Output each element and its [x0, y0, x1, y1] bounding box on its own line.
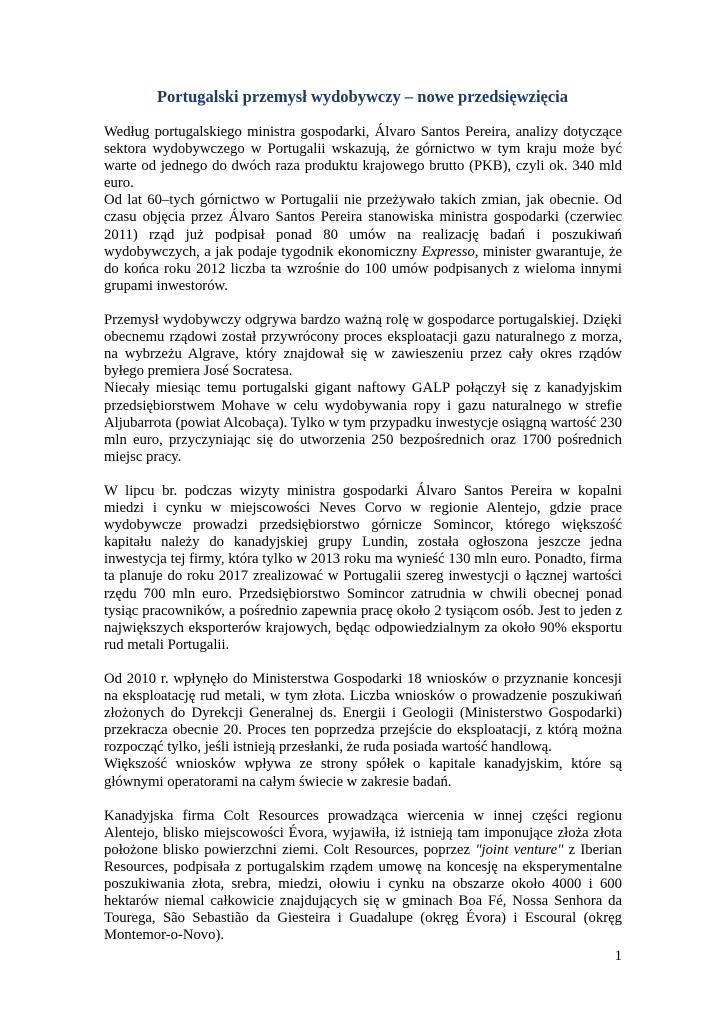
- page-number: 1: [614, 948, 622, 964]
- text-run: Od 2010 r. wpłynęło do Ministerstwa Gospodarki 18 wniosków o przyznanie koncesji na eksploatację rud metali, w tym złota. Liczba wniosków o prowadzenie poszukiwań złożonych do Dyrekcji Generalnej ds. Energii i Geologii (Ministerstwo Gospodarki) przekracza obecnie 20. Proces ten poprzedza przejście do eksploatacji, z którą można rozpocząć tylko, jeśli istnieją przesłanki, że ruda posiada wartość handlową.: [104, 671, 622, 756]
- text-run: z Iberian Resources, podpisała z portugalskim rządem umowę na koncesję na eksperymentalne poszukiwania złota, srebra, miedzi, ołowiu i cynku na obszarze około 4000 i 600 hektarów niemal całkowicie znajdujących się w gminach Boa Fé, Nossa Senhora da Tourega, São Sebastião da Giesteira i Guadalupe (okręg Évora) i Escoural (okręg Montemor-o-Novo).: [104, 841, 623, 944]
- publication-name: Expresso: [421, 243, 475, 260]
- paragraph: [104, 312, 622, 380]
- text-run: Przemysł wydobywczy odgrywa bardzo ważną rolę w gospodarce portugalskiej. Dzięki obecnemu rządowi został przywrócony proces eksploatacji gazu naturalnego z morza, na wybrzeżu Algrave, który znajdował się w zawieszeniu przez cały okres rządów byłego premiera José Socratesa.: [104, 312, 622, 380]
- paragraph: [104, 671, 622, 756]
- italic-term: "joint venture": [475, 841, 564, 858]
- paragraph: [104, 380, 622, 465]
- text-run: Według portugalskiego ministra gospodarki, Álvaro Santos Pereira, analizy dotyczące sektora wydobywczego w Portugalii wskazują, że górnictwo w tym kraju może być warte od jednego do dwóch raza produktu krajowego brutto (PKB), czyli ok. 340 mld euro.: [104, 124, 622, 192]
- text-run: Większość wniosków wpływa ze strony spółek o kapitale kanadyjskim, które są głównymi operatorami na całym świecie w zakresie badań.: [104, 756, 622, 790]
- text-run: Od lat 60–tych górnictwo w Portugalii nie przeżywało takich zmian, jak obecnie. Od czasu objęcia przez Álvaro Santos Pereira stanowiska ministra gospodarki (czerwiec 2011) rząd już podpisał ponad 80 umów na realizację badań i poszukiwań wydobywczych, a jak podaje tygodnik ekonomiczny: [104, 192, 622, 260]
- text-run: Niecały miesiąc temu portugalski gigant naftowy GALP połączył się z kanadyjskim przedsiębiorstwem Mohave w celu wydobywania ropy i gazu naturalnego w strefie Aljubarrota (powiat Alcobaça). Tylko w tym przypadku inwestycje osiągną wartość 230 mln euro, przyczyniając się do utworzenia 250 bezpośrednich oraz 1700 pośrednich miejsc pracy.: [104, 380, 622, 465]
- paragraph: [104, 124, 622, 192]
- text-run: Kanadyjska firma Colt Resources prowadząca wiercenia w innej części regionu Alentejo, blisko miejscowości Évora, wyjawiła, iż istnieją tam imponujące złoża złota położone blisko powierzchni ziemi. Colt Resources, poprzez: [104, 807, 622, 858]
- text-run: , minister gwarantuje, że do końca roku 2012 liczba ta wzrośnie do 100 umów podpisanych z wieloma innymi grupami inwestorów.: [104, 243, 623, 294]
- paragraph: [104, 192, 622, 295]
- paragraph: [104, 808, 622, 945]
- paragraph: [104, 483, 622, 654]
- text-run: W lipcu br. podczas wizyty ministra gospodarki Álvaro Santos Pereira w kopalni miedzi i cynku w miejscowości Neves Corvo w regionie Alentejo, gdzie prace wydobywcze prowadzi przedsiębiorstwo górnicze Somincor, którego większość kapitału należy do kanadyjskiej grupy Lundin, została ogłoszona jeszcze jedna inwestycja tej firmy, która tylko w 2013 roku ma wynieść 130 mln euro. Ponadto, firma ta planuje do roku 2017 zrealizować w Portugalii szereg inwestycji o łącznej wartości rzędu 700 mln euro. Przedsiębiorstwo Somincor zatrudnia w chwili obecnej ponad tysiąc pracowników, a pośrednio zapewnia pracę około 2 tysiącom osób. Jest to jeden z największych eksporterów krajowych, będąc odpowiedzialnym za około 90% eksportu rud metali Portugalii.: [104, 482, 622, 653]
- page-title: Portugalski przemysł wydobywczy – nowe przedsięwzięcia: [156, 87, 569, 106]
- paragraph: [104, 756, 622, 790]
- document-body: [104, 124, 622, 945]
